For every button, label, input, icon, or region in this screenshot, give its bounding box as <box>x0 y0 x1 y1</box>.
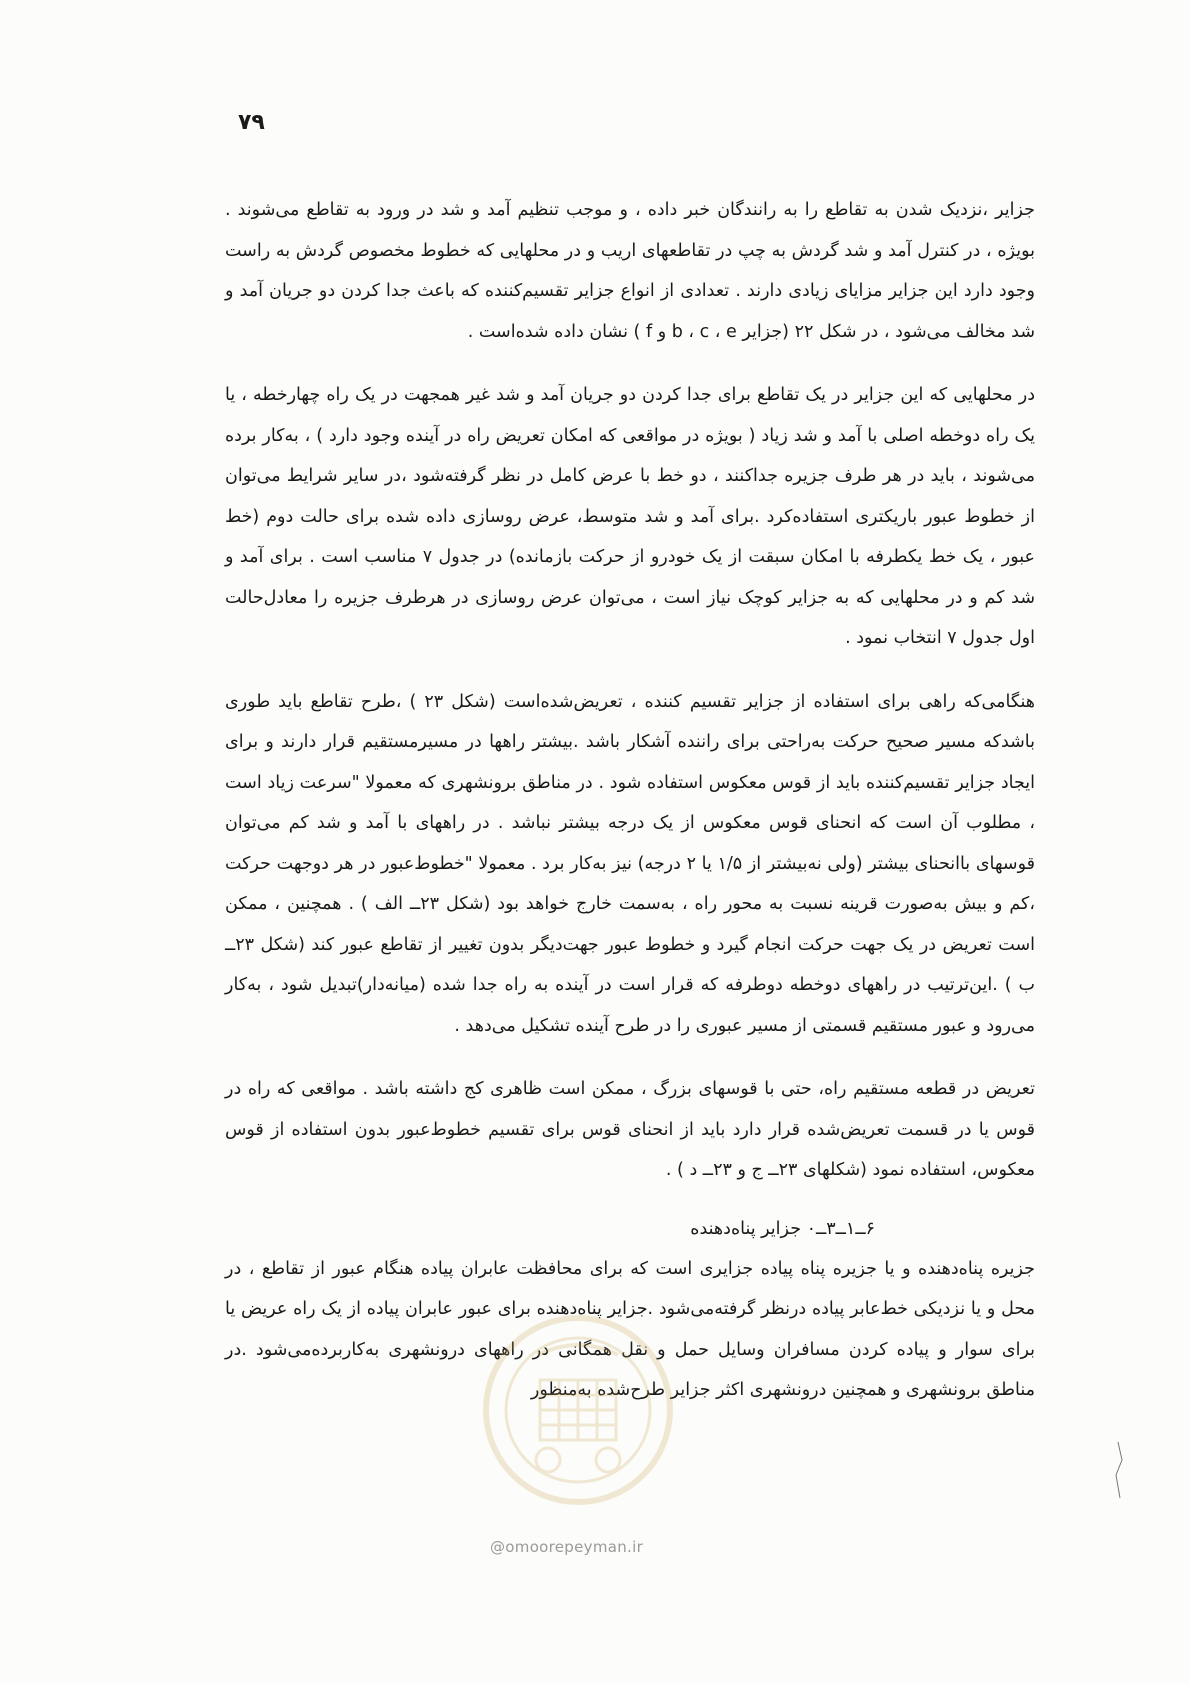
scan-mark-icon <box>1110 1440 1130 1500</box>
watermark-site-text: @omoorepeyman.ir <box>490 1538 644 1556</box>
paragraph-2: در محلهایی که این جزایر در یک تقاطع برای جدا کردن دو جریان آمد و شد غیر همجهت در یک راه چهارخطه ، یا یک راه دوخطه اصلی با آمد و شد زیاد ( بویژه در مواقعی که امکان تعریض راه در آینده وجود دارد ) ، به‌کار برده می‌شوند ، باید در هر طرف جزیره جداکنند ، دو خط با عرض کامل در نظر گرفته‌شود ،در سایر شرایط می‌توان از خطوط عبور باریکتری استفاده‌کرد .برای آمد و شد متوسط، عرض روسازی داده شده برای حالت دوم (خط عبور ، یک خط یکطرفه با امکان سبقت از یک خودرو از حرکت بازمانده) در جدول ۷ مناسب است . برای آمد و شد کم و در محلهایی که به جزایر کوچک نیاز است ، می‌توان عرض روسازی در هرطرف جزیره را معادل‌حالت اول جدول ۷ انتخاب نمود . <box>225 385 1035 648</box>
paragraph-1: جزایر ،نزدیک شدن به تقاطع را به رانندگان خبر داده ، و موجب تنظیم آمد و شد در ورود به تقاطع می‌شوند . بویژه ، در کنترل آمد و شد گردش به چپ در تقاطعهای اریب و در محلهایی که خطوط مخصوص گردش به راست وجود دارد این جزایر مزایای زیادی دارند . تعدادی از انواع جزایر تقسیم‌کننده که باعث جدا کردن دو جریان آمد و شد مخالف می‌شود ، در شکل ۲۲ (جزایر b ، c ، e و f ) نشان داده شده‌است . <box>225 200 1035 342</box>
section-body: جزیره پناه‌دهنده و یا جزیره پناه پیاده جزایری است که برای محافظت عابران پیاده هنگام عبور از تقاطع ، در محل و یا نزدیکی خط‌عابر پیاده درنظر گرفته‌می‌شود .جزایر پناه‌دهنده برای عبور عابران پیاده از یک راه عریض یا برای سوار و پیاده کردن مسافران وسایل حمل و نقل همگانی در راههای درونشهری به‌کاربرده‌می‌شود .در مناطق برونشهری و همچنین درونشهری اکثر جزایر طرح‌شده به‌منظور <box>225 1258 1035 1400</box>
page-number: ۷۹ <box>238 110 265 135</box>
paragraph-3: هنگامی‌که راهی برای استفاده از جزایر تقسیم کننده ، تعریض‌شده‌است (شکل ۲۳ ) ،طرح تقاطع باید طوری باشدکه مسیر صحیح حرکت به‌راحتی برای راننده آشکار باشد .بیشتر راهها در مسیرمستقیم قرار دارند و برای ایجاد جزایر تقسیم‌کننده باید از قوس معکوس استفاده شود . در مناطق برونشهری که معمولا "سرعت زیاد است ، مطلوب آن است که انحنای قوس معکوس از یک درجه بیشتر نباشد . در راههای با آمد و شد کم می‌توان قوسهای باانحنای بیشتر (ولی نه‌بیشتر از ۱/۵ یا ۲ درجه) نیز به‌کار برد . معمولا "خطوط‌عبور در هر دوجهت حرکت ،کم و بیش به‌صورت قرینه نسبت به محور راه ، به‌سمت خارج خواهد بود (شکل ۲۳ــ الف ) . همچنین ، ممکن است تعریض در یک جهت حرکت انجام گیرد و خطوط عبور جهت‌دیگر بدون تغییر از تقاطع عبور کند (شکل ۲۳ــ ب ) .این‌ترتیب در راههای دوخطه دوطرفه که قرار است در آینده به راه جدا شده (میانه‌دار)تبدیل شود ، به‌کار می‌رود و عبور مستقیم قسمتی از مسیر عبوری را در طرح آینده تشکیل می‌دهد . <box>225 691 1036 1036</box>
paragraph-4: تعریض در قطعه مستقیم راه، حتی با قوسهای بزرگ ، ممکن است ظاهری کج داشته باشد . مواقعی که راه در قوس یا در قسمت تعریض‌شده قرار دارد باید از انحنای قوس برای تقسیم خطوط‌عبور بدون استفاده از قوس معکوس، استفاده نمود (شکلهای ۲۳ــ ج و ۲۳ــ د ) . <box>225 1079 1035 1180</box>
page-content <box>225 190 1035 1411</box>
watermark-seal-icon <box>478 1310 678 1510</box>
section-heading: ۶ــ۱ــ۳ــ۰ جزایر پناه‌دهنده <box>690 1218 875 1239</box>
